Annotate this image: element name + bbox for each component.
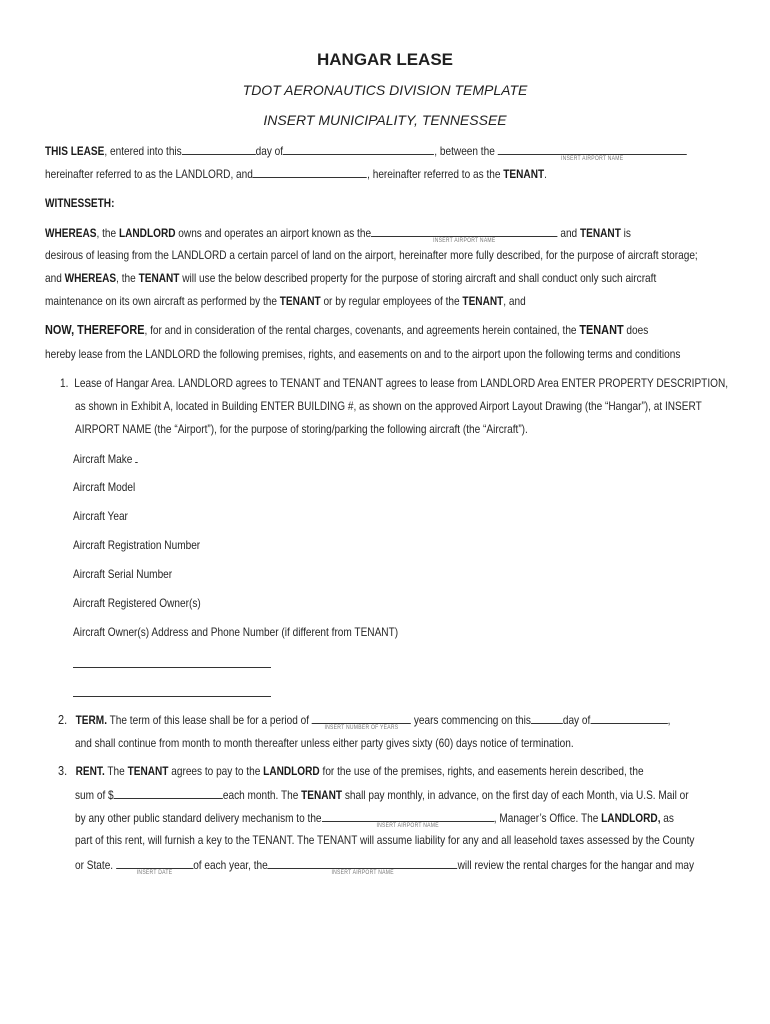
item-number: 3. <box>58 763 68 778</box>
date-day-blank[interactable] <box>182 143 256 155</box>
item3-text: as <box>660 811 674 825</box>
whereas-text: is <box>620 226 631 240</box>
item3-text: sum of $ <box>75 788 114 802</box>
whereas-text: , the <box>116 271 139 285</box>
landlord-term: LANDLORD <box>263 764 320 778</box>
item3-text: for the use of the premises, rights, and easements herein described, the <box>319 764 644 778</box>
item3-text: shall pay monthly, in advance, on the first day of each Month, via U.S. Mail or <box>342 788 689 802</box>
item2-text: day of <box>562 713 591 727</box>
item3-line-2 <box>75 787 689 802</box>
tenant-term: TENANT <box>462 294 504 308</box>
whereas-text: or by regular employees of the <box>320 294 463 308</box>
whereas-label: WHEREAS <box>64 271 117 285</box>
item3-line-3 <box>75 810 674 829</box>
aircraft-owner-address-field[interactable]: Aircraft Owner(s) Address and Phone Number (if different from TENANT) <box>73 625 399 639</box>
field-blank[interactable] <box>135 451 138 463</box>
owner-address-line-1[interactable] <box>73 667 271 668</box>
rent-label: RENT. <box>75 764 105 778</box>
intro-text: . <box>544 167 547 181</box>
blank-caption: INSERT DATE <box>136 870 173 876</box>
item3-text: each month. The <box>222 788 302 802</box>
airport-name-blank[interactable] <box>268 857 458 876</box>
aircraft-serial-field[interactable]: Aircraft Serial Number <box>73 567 173 581</box>
item3-text: The <box>104 764 128 778</box>
item2-text: The term of this lease shall be for a period of <box>107 713 312 727</box>
intro-text: , between the <box>434 144 495 158</box>
now-therefore-line-2: hereby lease from the LANDLORD the following premises, rights, and easements on and to the airport upon the following terms and conditions <box>45 347 681 361</box>
witnesseth-heading <box>45 196 114 210</box>
item3-text: of each year, the <box>193 858 268 872</box>
airport-name-blank[interactable] <box>322 810 494 829</box>
whereas-text: maintenance on its own aircraft as performed by the <box>45 294 280 308</box>
this-lease-label: THIS LEASE <box>45 144 105 158</box>
airport-name-blank[interactable] <box>371 225 557 244</box>
blank-caption: INSERT AIRPORT NAME <box>433 238 496 244</box>
item3-line-5 <box>75 857 695 876</box>
now-therefore-line-1 <box>45 323 648 337</box>
whereas-text: will use the below described property for the purpose of storing aircraft and shall conduct only such aircraft <box>179 271 657 285</box>
whereas-text: , the <box>96 226 119 240</box>
whereas-line-1 <box>45 225 631 244</box>
commence-day-blank[interactable] <box>531 712 563 724</box>
whereas-text: and <box>45 271 65 285</box>
intro-text: , entered into this <box>104 144 182 158</box>
intro-text: day of <box>255 144 284 158</box>
whereas-line-4 <box>45 294 526 308</box>
document-subtitle-municipality: INSERT MUNICIPALITY, TENNESSEE <box>263 112 507 128</box>
date-month-blank[interactable] <box>283 143 434 155</box>
landlord-term: LANDLORD <box>118 226 176 240</box>
whereas-text: owns and operates an airport known as the <box>175 226 372 240</box>
item2-line-1 <box>58 712 671 731</box>
document-title: HANGAR LEASE <box>316 50 453 69</box>
landlord-term: LANDLORD, <box>601 811 661 825</box>
blank-caption: INSERT AIRPORT NAME <box>560 156 624 162</box>
item3-text: by any other public standard delivery mechanism to the <box>75 811 322 825</box>
rent-amount-blank[interactable] <box>114 787 223 799</box>
whereas-label: WHEREAS <box>45 226 97 240</box>
item1-line-1 <box>60 376 728 390</box>
commence-month-blank[interactable] <box>590 712 667 724</box>
whereas-line-3 <box>45 271 656 285</box>
aircraft-year-field[interactable]: Aircraft Year <box>73 509 128 523</box>
now-therefore-text: does <box>623 323 649 337</box>
tenant-term: TENANT <box>579 226 621 240</box>
whereas-text: , and <box>503 294 526 308</box>
tenant-term: TENANT <box>301 788 343 802</box>
item3-text: agrees to pay to the <box>168 764 264 778</box>
item1-line-2: as shown in Exhibit A, located in Building ENTER BUILDING #, as shown on the approved Airport Layout Drawing (the “Hangar”), at INSERT <box>75 399 702 413</box>
tenant-name-blank[interactable] <box>253 166 367 178</box>
tenant-term: TENANT <box>579 322 624 337</box>
aircraft-model-field[interactable]: Aircraft Model <box>73 480 136 494</box>
blank-caption: INSERT AIRPORT NAME <box>331 870 394 876</box>
tenant-term: TENANT <box>279 294 321 308</box>
aircraft-make-field[interactable] <box>73 451 138 466</box>
item1-text: Lease of Hangar Area. LANDLORD agrees to TENANT and TENANT agrees to lease from LANDLORD Area ENTER PROPERTY DESCRIPTION, <box>74 376 729 390</box>
item3-line-4: part of this rent, will furnish a key to the TENANT. The TENANT will assume liability for any and all leasehold taxes assessed by the County <box>75 833 695 847</box>
witnesseth-label: WITNESSETH: <box>45 196 115 210</box>
blank-caption: INSERT AIRPORT NAME <box>376 823 439 829</box>
item-number: 1. <box>60 376 69 390</box>
whereas-text: and <box>557 226 580 240</box>
now-therefore-text: , for and in consideration of the rental charges, covenants, and agreements herein contained, the <box>144 323 580 337</box>
item2-line-2: and shall continue from month to month thereafter unless either party gives sixty (60) days notice of termination. <box>75 736 574 750</box>
item2-text: years commencing on this <box>411 713 531 727</box>
document-subtitle-template: TDOT AERONAUTICS DIVISION TEMPLATE <box>242 82 528 98</box>
review-date-blank[interactable] <box>116 857 193 876</box>
tenant-term: TENANT <box>127 764 169 778</box>
aircraft-registration-field[interactable]: Aircraft Registration Number <box>73 538 201 552</box>
item3-text: , Manager’s Office. The <box>493 811 602 825</box>
intro-text: , hereinafter referred to as the <box>367 167 504 181</box>
number-of-years-blank[interactable] <box>312 712 411 731</box>
owner-address-line-2[interactable] <box>73 696 271 697</box>
field-label: Aircraft Make <box>73 452 133 466</box>
tenant-term: TENANT <box>503 167 545 181</box>
tenant-term: TENANT <box>138 271 180 285</box>
item1-line-3: AIRPORT NAME (the “Airport”), for the purpose of storing/parking the following aircraft (the “Aircraft”). <box>75 422 528 436</box>
airport-name-blank[interactable] <box>498 143 687 162</box>
intro-text: hereinafter referred to as the LANDLORD, and <box>45 167 253 181</box>
intro-line-1 <box>45 143 687 162</box>
item3-text: or State. <box>75 858 116 872</box>
item3-text: will review the rental charges for the hangar and may <box>457 858 695 872</box>
intro-line-2 <box>45 166 547 181</box>
item3-line-1 <box>58 764 644 778</box>
aircraft-owner-field[interactable]: Aircraft Registered Owner(s) <box>73 596 201 610</box>
blank-caption: INSERT NUMBER OF YEARS <box>324 725 399 731</box>
term-label: TERM. <box>75 713 108 727</box>
item2-text: , <box>667 713 671 727</box>
now-therefore-label: NOW, THEREFORE <box>45 322 145 337</box>
whereas-line-2: desirous of leasing from the LANDLORD a certain parcel of land on the airport, hereinafter more fully described, for the purpose of aircraft storage; <box>45 248 698 262</box>
item-number: 2. <box>58 712 68 727</box>
